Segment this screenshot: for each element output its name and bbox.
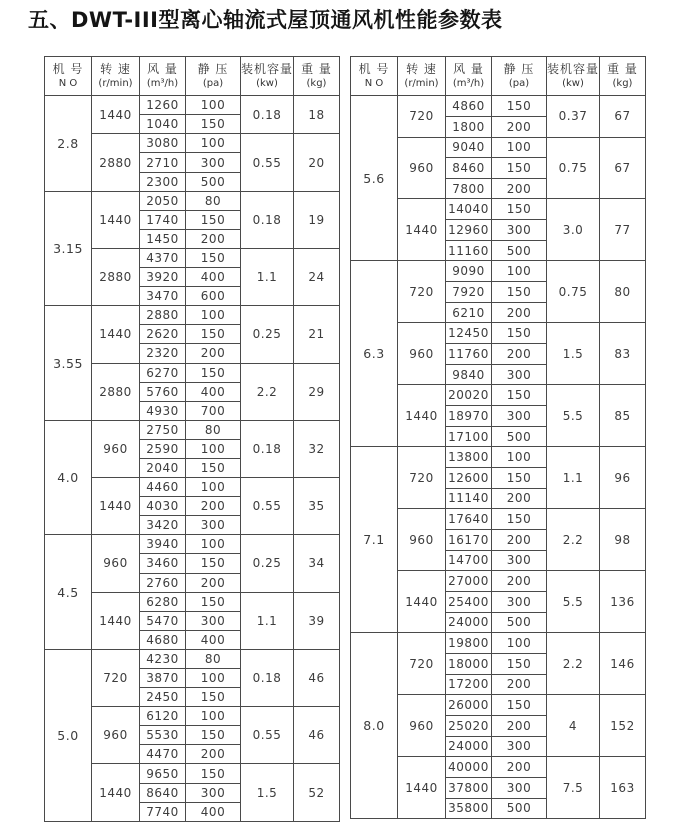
static-pressure-cell: 150 <box>186 325 241 344</box>
airflow-cell: 12600 <box>446 468 492 489</box>
speed-cell: 720 <box>92 649 140 706</box>
static-pressure-cell: 300 <box>186 516 241 535</box>
airflow-cell: 25400 <box>446 591 492 612</box>
header-speed: 转 速 (r/min) <box>398 57 446 96</box>
static-pressure-cell: 400 <box>186 268 241 287</box>
static-pressure-cell: 200 <box>492 715 547 736</box>
table-row <box>45 306 340 325</box>
static-pressure-cell: 150 <box>492 695 547 716</box>
airflow-cell: 18970 <box>446 406 492 427</box>
airflow-cell: 4860 <box>446 96 492 117</box>
table-row <box>45 649 340 668</box>
static-pressure-cell: 200 <box>492 302 547 323</box>
airflow-cell: 2710 <box>140 153 186 172</box>
static-pressure-cell: 150 <box>492 385 547 406</box>
weight-cell: 152 <box>600 695 646 757</box>
airflow-cell: 14040 <box>446 199 492 220</box>
header-model-no: 机 号 N O <box>45 57 92 96</box>
weight-cell: 83 <box>600 323 646 385</box>
static-pressure-cell: 500 <box>492 240 547 261</box>
power-cell: 0.75 <box>547 137 600 199</box>
static-pressure-cell: 150 <box>492 509 547 530</box>
model-no-cell: 3.55 <box>45 306 92 421</box>
power-cell: 0.25 <box>241 535 294 592</box>
power-cell: 1.5 <box>241 764 294 821</box>
header-airflow: 风 量 (m³/h) <box>140 57 186 96</box>
static-pressure-cell: 200 <box>492 529 547 550</box>
static-pressure-cell: 200 <box>186 573 241 592</box>
weight-cell: 34 <box>294 535 340 592</box>
airflow-cell: 11140 <box>446 488 492 509</box>
speed-cell: 720 <box>398 96 446 137</box>
weight-cell: 20 <box>294 134 340 191</box>
speed-cell: 1440 <box>398 571 446 633</box>
speed-cell: 2880 <box>92 134 140 191</box>
airflow-cell: 14700 <box>446 550 492 571</box>
airflow-cell: 12960 <box>446 220 492 241</box>
static-pressure-cell: 200 <box>492 571 547 592</box>
static-pressure-cell: 100 <box>492 137 547 158</box>
model-no-cell: 8.0 <box>351 633 398 819</box>
airflow-cell: 3870 <box>140 669 186 688</box>
weight-cell: 19 <box>294 191 340 248</box>
airflow-cell: 2590 <box>140 439 186 458</box>
table-row <box>351 96 646 117</box>
static-pressure-cell: 80 <box>186 420 241 439</box>
static-pressure-cell: 500 <box>492 612 547 633</box>
speed-cell: 2880 <box>92 363 140 420</box>
airflow-cell: 26000 <box>446 695 492 716</box>
model-no-cell: 4.0 <box>45 420 92 535</box>
weight-cell: 46 <box>294 707 340 764</box>
power-cell: 2.2 <box>241 363 294 420</box>
speed-cell: 1440 <box>92 764 140 821</box>
static-pressure-cell: 100 <box>186 669 241 688</box>
model-no-cell: 6.3 <box>351 261 398 447</box>
static-pressure-cell: 100 <box>186 439 241 458</box>
airflow-cell: 18000 <box>446 653 492 674</box>
airflow-cell: 13800 <box>446 447 492 468</box>
airflow-cell: 7800 <box>446 178 492 199</box>
static-pressure-cell: 200 <box>186 344 241 363</box>
speed-cell: 720 <box>398 633 446 695</box>
power-cell: 7.5 <box>547 757 600 819</box>
static-pressure-cell: 200 <box>186 497 241 516</box>
static-pressure-cell: 300 <box>186 783 241 802</box>
airflow-cell: 1260 <box>140 96 186 115</box>
static-pressure-cell: 300 <box>492 777 547 798</box>
model-no-cell: 5.0 <box>45 649 92 821</box>
power-cell: 0.55 <box>241 478 294 535</box>
power-cell: 0.18 <box>241 649 294 706</box>
header-row <box>351 57 646 96</box>
speed-cell: 720 <box>398 447 446 509</box>
static-pressure-cell: 400 <box>186 630 241 649</box>
static-pressure-cell: 300 <box>492 406 547 427</box>
airflow-cell: 24000 <box>446 736 492 757</box>
weight-cell: 146 <box>600 633 646 695</box>
power-cell: 1.5 <box>547 323 600 385</box>
weight-cell: 80 <box>600 261 646 323</box>
header-weight: 重 量 (kg) <box>600 57 646 96</box>
static-pressure-cell: 200 <box>492 488 547 509</box>
table-row <box>45 535 340 554</box>
power-cell: 0.18 <box>241 96 294 134</box>
static-pressure-cell: 200 <box>492 757 547 778</box>
airflow-cell: 8460 <box>446 158 492 179</box>
power-cell: 0.75 <box>547 261 600 323</box>
weight-cell: 67 <box>600 96 646 137</box>
table-row <box>45 191 340 210</box>
page-title: 五、DWT-III型离心轴流式屋顶通风机性能参数表 <box>28 8 503 32</box>
table-row <box>351 633 646 654</box>
power-cell: 1.1 <box>241 592 294 649</box>
static-pressure-cell: 150 <box>186 592 241 611</box>
static-pressure-cell: 150 <box>186 210 241 229</box>
speed-cell: 1440 <box>92 592 140 649</box>
airflow-cell: 11160 <box>446 240 492 261</box>
static-pressure-cell: 150 <box>186 726 241 745</box>
static-pressure-cell: 100 <box>186 306 241 325</box>
header-power: 装机容量 (kw) <box>547 57 600 96</box>
static-pressure-cell: 80 <box>186 649 241 668</box>
speed-cell: 1440 <box>92 96 140 134</box>
header-static-pressure: 静 压 (pa) <box>186 57 241 96</box>
airflow-cell: 4470 <box>140 745 186 764</box>
weight-cell: 52 <box>294 764 340 821</box>
static-pressure-cell: 150 <box>492 653 547 674</box>
power-cell: 0.18 <box>241 420 294 477</box>
speed-cell: 960 <box>398 509 446 571</box>
power-cell: 5.5 <box>547 571 600 633</box>
static-pressure-cell: 150 <box>492 323 547 344</box>
speed-cell: 960 <box>92 535 140 592</box>
airflow-cell: 2620 <box>140 325 186 344</box>
airflow-cell: 24000 <box>446 612 492 633</box>
static-pressure-cell: 100 <box>186 478 241 497</box>
static-pressure-cell: 150 <box>492 468 547 489</box>
weight-cell: 77 <box>600 199 646 261</box>
power-cell: 0.55 <box>241 707 294 764</box>
static-pressure-cell: 150 <box>492 199 547 220</box>
static-pressure-cell: 500 <box>492 798 547 819</box>
static-pressure-cell: 200 <box>492 344 547 365</box>
airflow-cell: 12450 <box>446 323 492 344</box>
airflow-cell: 1800 <box>446 116 492 137</box>
airflow-cell: 4460 <box>140 478 186 497</box>
static-pressure-cell: 100 <box>492 261 547 282</box>
power-cell: 2.2 <box>547 509 600 571</box>
speed-cell: 1440 <box>92 191 140 248</box>
static-pressure-cell: 300 <box>492 591 547 612</box>
speed-cell: 1440 <box>398 385 446 447</box>
static-pressure-cell: 300 <box>492 220 547 241</box>
power-cell: 5.5 <box>547 385 600 447</box>
airflow-cell: 1040 <box>140 115 186 134</box>
weight-cell: 24 <box>294 248 340 305</box>
speed-cell: 960 <box>92 420 140 477</box>
airflow-cell: 5530 <box>140 726 186 745</box>
weight-cell: 163 <box>600 757 646 819</box>
header-airflow: 风 量 (m³/h) <box>446 57 492 96</box>
airflow-cell: 8640 <box>140 783 186 802</box>
static-pressure-cell: 100 <box>186 134 241 153</box>
static-pressure-cell: 200 <box>492 116 547 137</box>
static-pressure-cell: 300 <box>492 736 547 757</box>
speed-cell: 1440 <box>92 306 140 363</box>
airflow-cell: 2760 <box>140 573 186 592</box>
speed-cell: 960 <box>398 695 446 757</box>
airflow-cell: 7740 <box>140 802 186 821</box>
table-row <box>351 261 646 282</box>
static-pressure-cell: 100 <box>186 707 241 726</box>
model-no-cell: 4.5 <box>45 535 92 650</box>
static-pressure-cell: 300 <box>492 364 547 385</box>
static-pressure-cell: 150 <box>186 764 241 783</box>
airflow-cell: 2750 <box>140 420 186 439</box>
weight-cell: 85 <box>600 385 646 447</box>
power-cell: 1.1 <box>547 447 600 509</box>
static-pressure-cell: 500 <box>492 426 547 447</box>
airflow-cell: 1740 <box>140 210 186 229</box>
table-row <box>351 447 646 468</box>
airflow-cell: 9040 <box>446 137 492 158</box>
airflow-cell: 3470 <box>140 287 186 306</box>
model-no-cell: 5.6 <box>351 96 398 261</box>
airflow-cell: 40000 <box>446 757 492 778</box>
static-pressure-cell: 500 <box>186 172 241 191</box>
static-pressure-cell: 400 <box>186 802 241 821</box>
weight-cell: 18 <box>294 96 340 134</box>
airflow-cell: 25020 <box>446 715 492 736</box>
static-pressure-cell: 200 <box>186 229 241 248</box>
weight-cell: 67 <box>600 137 646 199</box>
airflow-cell: 17200 <box>446 674 492 695</box>
airflow-cell: 2320 <box>140 344 186 363</box>
header-speed: 转 速 (r/min) <box>92 57 140 96</box>
airflow-cell: 19800 <box>446 633 492 654</box>
static-pressure-cell: 150 <box>492 158 547 179</box>
static-pressure-cell: 600 <box>186 287 241 306</box>
performance-table-left <box>44 56 340 822</box>
airflow-cell: 17640 <box>446 509 492 530</box>
static-pressure-cell: 300 <box>186 611 241 630</box>
static-pressure-cell: 300 <box>186 153 241 172</box>
airflow-cell: 35800 <box>446 798 492 819</box>
static-pressure-cell: 100 <box>492 447 547 468</box>
weight-cell: 39 <box>294 592 340 649</box>
header-power: 装机容量 (kw) <box>241 57 294 96</box>
speed-cell: 1440 <box>398 199 446 261</box>
weight-cell: 136 <box>600 571 646 633</box>
power-cell: 0.55 <box>241 134 294 191</box>
weight-cell: 96 <box>600 447 646 509</box>
weight-cell: 21 <box>294 306 340 363</box>
static-pressure-cell: 400 <box>186 382 241 401</box>
header-row <box>45 57 340 96</box>
airflow-cell: 17100 <box>446 426 492 447</box>
speed-cell: 2880 <box>92 248 140 305</box>
power-cell: 1.1 <box>241 248 294 305</box>
airflow-cell: 5760 <box>140 382 186 401</box>
airflow-cell: 2300 <box>140 172 186 191</box>
airflow-cell: 1450 <box>140 229 186 248</box>
speed-cell: 960 <box>398 137 446 199</box>
airflow-cell: 3920 <box>140 268 186 287</box>
static-pressure-cell: 100 <box>186 535 241 554</box>
speed-cell: 960 <box>92 707 140 764</box>
airflow-cell: 3080 <box>140 134 186 153</box>
airflow-cell: 4230 <box>140 649 186 668</box>
power-cell: 0.25 <box>241 306 294 363</box>
airflow-cell: 3940 <box>140 535 186 554</box>
static-pressure-cell: 700 <box>186 401 241 420</box>
power-cell: 2.2 <box>547 633 600 695</box>
airflow-cell: 6210 <box>446 302 492 323</box>
airflow-cell: 9650 <box>140 764 186 783</box>
weight-cell: 32 <box>294 420 340 477</box>
airflow-cell: 2880 <box>140 306 186 325</box>
airflow-cell: 6270 <box>140 363 186 382</box>
speed-cell: 1440 <box>398 757 446 819</box>
airflow-cell: 11760 <box>446 344 492 365</box>
static-pressure-cell: 200 <box>492 178 547 199</box>
static-pressure-cell: 150 <box>186 248 241 267</box>
static-pressure-cell: 200 <box>186 745 241 764</box>
weight-cell: 35 <box>294 478 340 535</box>
header-weight: 重 量 (kg) <box>294 57 340 96</box>
airflow-cell: 16170 <box>446 529 492 550</box>
power-cell: 0.18 <box>241 191 294 248</box>
airflow-cell: 37800 <box>446 777 492 798</box>
airflow-cell: 6120 <box>140 707 186 726</box>
static-pressure-cell: 150 <box>186 688 241 707</box>
airflow-cell: 4370 <box>140 248 186 267</box>
power-cell: 3.0 <box>547 199 600 261</box>
power-cell: 0.37 <box>547 96 600 137</box>
page <box>0 8 700 822</box>
speed-cell: 960 <box>398 323 446 385</box>
static-pressure-cell: 150 <box>186 363 241 382</box>
airflow-cell: 9840 <box>446 364 492 385</box>
airflow-cell: 9090 <box>446 261 492 282</box>
static-pressure-cell: 150 <box>492 96 547 117</box>
header-static-pressure: 静 压 (pa) <box>492 57 547 96</box>
static-pressure-cell: 100 <box>492 633 547 654</box>
table-row <box>45 420 340 439</box>
airflow-cell: 7920 <box>446 282 492 303</box>
static-pressure-cell: 80 <box>186 191 241 210</box>
static-pressure-cell: 150 <box>186 115 241 134</box>
tables-container <box>44 56 700 822</box>
airflow-cell: 2450 <box>140 688 186 707</box>
airflow-cell: 20020 <box>446 385 492 406</box>
static-pressure-cell: 300 <box>492 550 547 571</box>
airflow-cell: 4030 <box>140 497 186 516</box>
header-model-no: 机 号 N O <box>351 57 398 96</box>
airflow-cell: 3420 <box>140 516 186 535</box>
speed-cell: 1440 <box>92 478 140 535</box>
performance-table-right <box>350 56 646 819</box>
weight-cell: 46 <box>294 649 340 706</box>
table-row <box>45 96 340 115</box>
static-pressure-cell: 100 <box>186 96 241 115</box>
static-pressure-cell: 150 <box>186 458 241 477</box>
airflow-cell: 27000 <box>446 571 492 592</box>
airflow-cell: 4930 <box>140 401 186 420</box>
static-pressure-cell: 200 <box>492 674 547 695</box>
speed-cell: 720 <box>398 261 446 323</box>
weight-cell: 98 <box>600 509 646 571</box>
model-no-cell: 2.8 <box>45 96 92 191</box>
model-no-cell: 7.1 <box>351 447 398 633</box>
airflow-cell: 2040 <box>140 458 186 477</box>
airflow-cell: 6280 <box>140 592 186 611</box>
weight-cell: 29 <box>294 363 340 420</box>
static-pressure-cell: 150 <box>186 554 241 573</box>
model-no-cell: 3.15 <box>45 191 92 306</box>
airflow-cell: 2050 <box>140 191 186 210</box>
airflow-cell: 5470 <box>140 611 186 630</box>
airflow-cell: 4680 <box>140 630 186 649</box>
power-cell: 4 <box>547 695 600 757</box>
airflow-cell: 3460 <box>140 554 186 573</box>
static-pressure-cell: 150 <box>492 282 547 303</box>
